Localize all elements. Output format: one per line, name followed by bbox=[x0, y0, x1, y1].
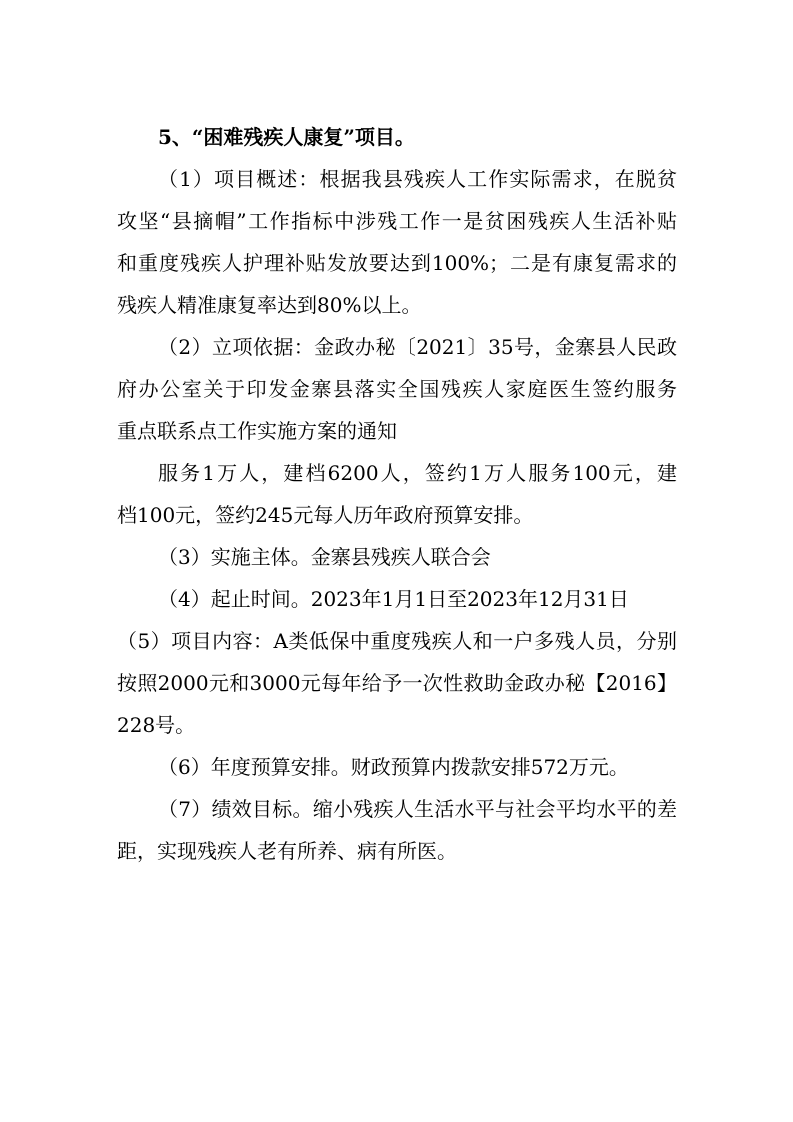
overview-line-2: 攻坚“县摘帽”工作指标中涉残工作一是贫困残疾人生活补贴 bbox=[117, 209, 677, 233]
services-line-1: 服务1万人，建档6200人，签约1万人服务100元，建 bbox=[158, 461, 677, 485]
overview-line-3: 和重度残疾人护理补贴发放要达到100%；二是有康复需求的 bbox=[117, 251, 677, 275]
overview-line-4: 残疾人精准康复率达到80%以上。 bbox=[117, 293, 422, 317]
section-heading: 5、“困难残疾人康复”项目。 bbox=[158, 125, 415, 149]
services-line-2: 档100元，签约245元每人历年政府预算安排。 bbox=[117, 503, 534, 527]
basis-line-1: （2）立项依据：金政办秘〔2021〕35号，金寨县人民政 bbox=[158, 335, 677, 359]
content-line-2: 按照2000元和3000元每年给予一次性救助金政办秘【2016】 bbox=[117, 671, 677, 695]
budget-line: （6）年度预算安排。财政预算内拨款安排572万元。 bbox=[158, 755, 629, 779]
content-line-1: （5）项目内容：A类低保中重度残疾人和一户多残人员，分别 bbox=[117, 629, 677, 653]
basis-line-3: 重点联系点工作实施方案的通知 bbox=[117, 419, 397, 443]
basis-line-2: 府办公室关于印发金寨县落实全国残疾人家庭医生签约服务 bbox=[117, 377, 677, 401]
overview-line-1: （1）项目概述：根据我县残疾人工作实际需求，在脱贫 bbox=[158, 167, 677, 191]
implementer-line: （3）实施主体。金寨县残疾人联合会 bbox=[158, 545, 491, 569]
period-line: （4）起止时间。2023年1月1日至2023年12月31日 bbox=[158, 587, 629, 611]
goal-line-2: 距，实现残疾人老有所养、病有所医。 bbox=[117, 839, 457, 863]
content-line-3: 228号。 bbox=[117, 713, 196, 737]
goal-line-1: （7）绩效目标。缩小残疾人生活水平与社会平均水平的差 bbox=[158, 797, 677, 821]
